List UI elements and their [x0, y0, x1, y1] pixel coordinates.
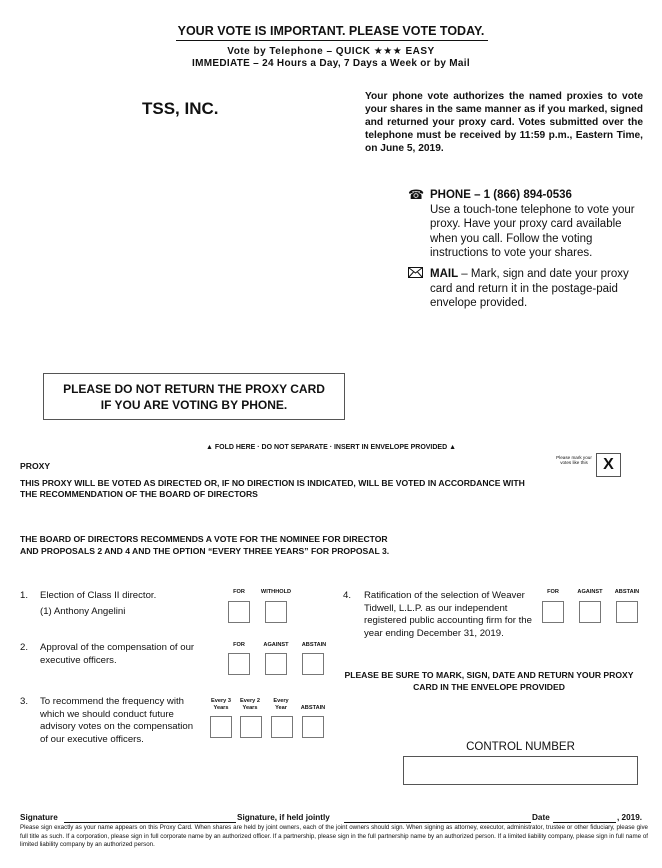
mail-instructions: – Mark, sign and date your proxy card and return it in the postage-paid envelope provided.: [430, 268, 629, 309]
control-number-label: CONTROL NUMBER: [466, 741, 575, 753]
telephone-icon: ☎: [408, 187, 425, 202]
proposal-4-for-checkbox[interactable]: [542, 601, 564, 623]
proposal-1-text: Election of Class II director.: [40, 590, 157, 601]
mark-example-note: Please mark your votes like this: [556, 455, 592, 466]
proxy-statement: THIS PROXY WILL BE VOTED AS DIRECTED OR, IF NO DIRECTION IS INDICATED, WILL BE VOTED IN ACCORDANCE WITH THE RECOMMENDATION OF THE BOARD OF DIRECTORS: [20, 478, 525, 499]
proposal-2-against-checkbox[interactable]: [265, 653, 287, 675]
proposal-4-number: 4.: [343, 590, 352, 601]
proposal-4-against-checkbox[interactable]: [579, 601, 601, 623]
proposal-3-col-every-3-years: Every 3 Years: [211, 698, 231, 711]
joint-signature-line[interactable]: [344, 822, 531, 823]
phone-voting-method: [408, 187, 645, 261]
envelope-icon: [408, 267, 423, 282]
proposal-2-text: Approval of the compensation of our executive officers.: [40, 642, 195, 666]
notice-line-2: IF YOU ARE VOTING BY PHONE.: [100, 398, 288, 412]
proposal-1-withhold-checkbox[interactable]: [265, 601, 287, 623]
proposal-2-col-abstain: ABSTAIN: [301, 642, 327, 648]
proposal-2-abstain-checkbox[interactable]: [302, 653, 324, 675]
control-number-box: [403, 756, 638, 785]
date-label: Date: [532, 813, 550, 822]
proposal-2-for-checkbox[interactable]: [228, 653, 250, 675]
board-recommendation-line-1: THE BOARD OF DIRECTORS RECOMMENDS A VOTE FOR THE NOMINEE FOR DIRECTOR: [20, 534, 388, 544]
signing-instructions: Please sign exactly as your name appears on this Proxy Card. When shares are held by joint owners, each of the joint owners should sign. When signing as attorney, executor, administrator, trustee or other fiduciary, please give full title as such. If a corporation, please sign in full corporate name by an authorized officer. If a partnership, please sign in the full partnership name by an authorized person. If a limited liability company, please sign in full name of limited liability company by an authorized person.: [20, 824, 648, 848]
proposal-1-for-checkbox[interactable]: [228, 601, 250, 623]
proposal-3-text: To recommend the frequency with which we should conduct future advisory votes on the compensation of our executive officers.: [40, 696, 194, 745]
board-recommendation-line-2: AND PROPOSALS 2 AND 4 AND THE OPTION “EVERY THREE YEARS” FOR PROPOSAL 3.: [20, 545, 390, 556]
proxy-label: PROXY: [20, 461, 51, 471]
proposal-2-col-for: FOR: [233, 642, 245, 648]
date-line[interactable]: [553, 822, 616, 823]
phone-title: PHONE – 1 (866) 894-0536: [430, 189, 572, 201]
mail-title: MAIL: [430, 268, 459, 280]
proposal-3-every-year-checkbox[interactable]: [271, 716, 293, 738]
notice-line-1: PLEASE DO NOT RETURN THE PROXY CARD: [63, 382, 325, 396]
header-availability: IMMEDIATE – 24 Hours a Day, 7 Days a Week or by Mail: [192, 58, 470, 69]
proposal-4-text: Ratification of the selection of Weaver Tidwell, L.L.P. as our independent registered public accounting firm for the year ending December 31, 2019.: [364, 590, 532, 639]
do-not-return-notice: [43, 373, 345, 420]
proposal-1-col-for: FOR: [233, 589, 245, 595]
proposal-4-col-for: FOR: [547, 589, 559, 595]
proposal-3-every-3-years-checkbox[interactable]: [210, 716, 232, 738]
proposal-2-number: 2.: [20, 642, 29, 653]
company-name: TSS, INC.: [142, 99, 219, 118]
proposal-3-abstain-checkbox[interactable]: [302, 716, 324, 738]
proposal-2-col-against: AGAINST: [263, 642, 289, 648]
date-year-suffix: , 2019.: [617, 813, 643, 822]
proposal-3-col-every-2-years: Every 2 Years: [240, 698, 260, 711]
signature-line[interactable]: [64, 822, 236, 823]
header-vote-by-telephone: Vote by Telephone – QUICK ★★★ EASY: [227, 46, 435, 57]
joint-signature-label: Signature, if held jointly: [237, 813, 330, 822]
proposal-3-every-2-years-checkbox[interactable]: [240, 716, 262, 738]
signature-label: Signature: [20, 813, 58, 822]
proposal-4-col-abstain: ABSTAIN: [614, 589, 640, 595]
proposal-3-col-every-year: Every Year: [273, 698, 289, 711]
proposal-1-col-withhold: WITHHOLD: [260, 589, 292, 595]
return-reminder: PLEASE BE SURE TO MARK, SIGN, DATE AND RETURN YOUR PROXY CARD IN THE ENVELOPE PROVIDED: [344, 670, 634, 692]
proposal-1-number: 1.: [20, 590, 29, 601]
fold-instruction: ▲ FOLD HERE · DO NOT SEPARATE · INSERT IN ENVELOPE PROVIDED ▲: [205, 444, 457, 451]
proposal-3-number: 3.: [20, 696, 29, 707]
mark-example-box: X: [596, 453, 621, 477]
proposal-1-nominee: (1) Anthony Angelini: [40, 606, 126, 617]
proposal-3-col-abstain: ABSTAIN: [300, 705, 326, 711]
phone-instructions: Use a touch-tone telephone to vote your proxy. Have your proxy card available when you call. Follow the voting instructions to vote your shares.: [430, 203, 635, 259]
header-divider: [176, 40, 488, 41]
intro-paragraph: Your phone vote authorizes the named proxies to vote your shares in the same manner as if you marked, signed and returned your proxy card. Votes submitted over the telephone must be received by 11:59 p.m., Eastern Time, on June 5, 2019.: [365, 91, 643, 154]
proposal-4-col-against: AGAINST: [577, 589, 603, 595]
mail-voting-method: [430, 267, 645, 311]
header-title: YOUR VOTE IS IMPORTANT. PLEASE VOTE TODAY.: [177, 24, 485, 38]
board-recommendation: [20, 534, 389, 557]
proposal-4-abstain-checkbox[interactable]: [616, 601, 638, 623]
